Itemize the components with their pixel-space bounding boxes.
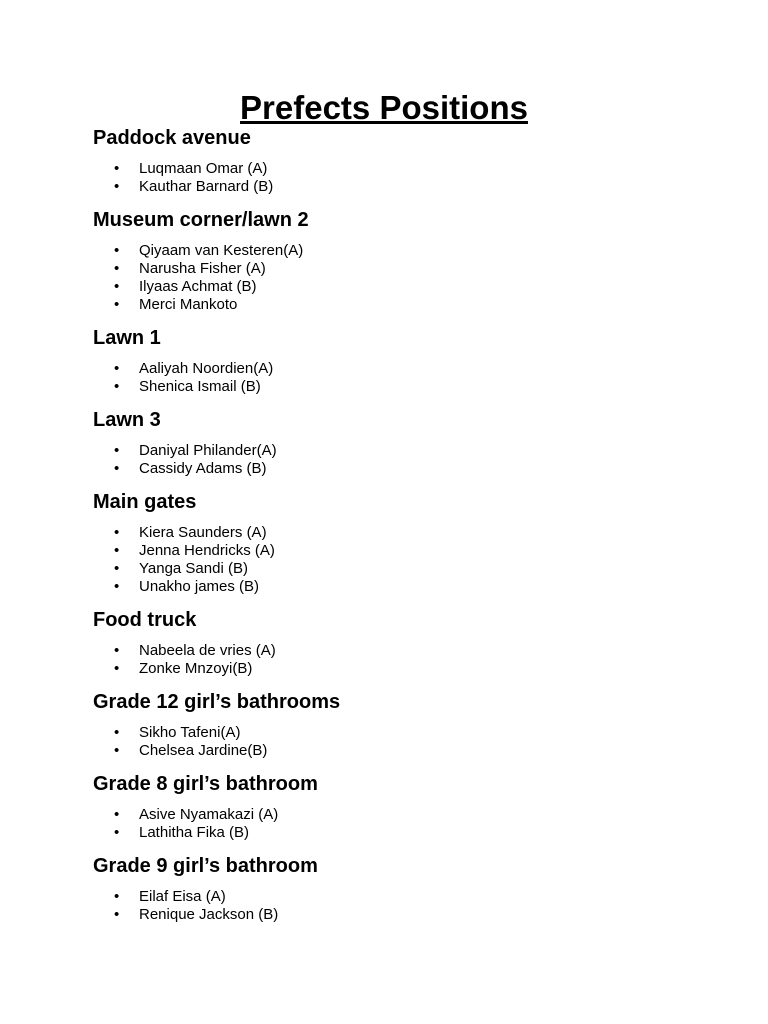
bullet-icon: •	[114, 524, 120, 541]
section	[93, 770, 713, 852]
prefect-name: Cassidy Adams (B)	[139, 460, 267, 477]
section-heading: Main gates	[93, 491, 197, 513]
section-heading: Grade 12 girl’s bathrooms	[93, 691, 341, 713]
section	[93, 206, 713, 324]
prefect-list	[93, 516, 713, 606]
prefect-name: Kiera Saunders (A)	[139, 524, 267, 541]
section-heading: Food truck	[93, 609, 197, 631]
bullet-icon: •	[114, 906, 120, 923]
bullet-icon: •	[114, 806, 120, 823]
list-item	[93, 524, 713, 542]
prefect-list	[93, 234, 713, 324]
bullet-icon: •	[114, 742, 120, 759]
section	[93, 852, 713, 934]
bullet-icon: •	[114, 578, 120, 595]
prefect-name: Eilaf Eisa (A)	[139, 888, 226, 905]
bullet-icon: •	[114, 296, 120, 313]
prefect-name: Asive Nyamakazi (A)	[139, 806, 279, 823]
page-title: Prefects Positions	[240, 89, 528, 126]
prefect-name: Merci Mankoto	[139, 296, 238, 313]
bullet-icon: •	[114, 160, 120, 177]
list-item	[93, 742, 713, 760]
bullet-icon: •	[114, 560, 120, 577]
prefect-name: Ilyaas Achmat (B)	[139, 278, 257, 295]
section	[93, 606, 713, 688]
section	[93, 688, 713, 770]
bullet-icon: •	[114, 442, 120, 459]
list-item	[93, 724, 713, 742]
prefect-name: Lathitha Fika (B)	[139, 824, 250, 841]
prefect-name: Qiyaam van Kesteren(A)	[139, 242, 304, 259]
bullet-icon: •	[114, 278, 120, 295]
list-item	[93, 378, 713, 396]
prefect-name: Daniyal Philander(A)	[139, 442, 277, 459]
prefect-name: Nabeela de vries (A)	[139, 642, 276, 659]
bullet-icon: •	[114, 260, 120, 277]
prefect-name: Luqmaan Omar (A)	[139, 160, 268, 177]
list-item	[93, 542, 713, 560]
list-item	[93, 278, 713, 296]
prefect-list	[93, 352, 713, 406]
bullet-icon: •	[114, 642, 120, 659]
prefect-name: Jenna Hendricks (A)	[139, 542, 275, 559]
prefect-name: Chelsea Jardine(B)	[139, 742, 268, 759]
prefect-list	[93, 634, 713, 688]
list-item	[93, 460, 713, 478]
sections-container	[93, 124, 713, 934]
list-item	[93, 906, 713, 924]
prefect-list	[93, 434, 713, 488]
prefect-name: Narusha Fisher (A)	[139, 260, 266, 277]
bullet-icon: •	[114, 542, 120, 559]
list-item	[93, 806, 713, 824]
list-item	[93, 242, 713, 260]
bullet-icon: •	[114, 360, 120, 377]
section-heading: Museum corner/lawn 2	[93, 209, 309, 231]
section	[93, 406, 713, 488]
section-heading: Grade 9 girl’s bathroom	[93, 855, 318, 877]
section-heading: Lawn 3	[93, 409, 161, 431]
list-item	[93, 360, 713, 378]
section-heading: Paddock avenue	[93, 127, 251, 149]
prefect-list	[93, 152, 713, 206]
bullet-icon: •	[114, 460, 120, 477]
prefect-name: Sikho Tafeni(A)	[139, 724, 241, 741]
list-item	[93, 660, 713, 678]
prefect-list	[93, 716, 713, 770]
bullet-icon: •	[114, 242, 120, 259]
list-item	[93, 442, 713, 460]
prefect-name: Yanga Sandi (B)	[139, 560, 248, 577]
prefect-name: Unakho james (B)	[139, 578, 260, 595]
list-item	[93, 824, 713, 842]
section	[93, 488, 713, 606]
bullet-icon: •	[114, 824, 120, 841]
section-heading: Lawn 1	[93, 327, 161, 349]
section-heading: Grade 8 girl’s bathroom	[93, 773, 318, 795]
list-item	[93, 160, 713, 178]
prefect-list	[93, 798, 713, 852]
list-item	[93, 296, 713, 314]
prefect-name: Zonke Mnzoyi(B)	[139, 660, 253, 677]
list-item	[93, 642, 713, 660]
prefect-name: Kauthar Barnard (B)	[139, 178, 274, 195]
bullet-icon: •	[114, 660, 120, 677]
prefect-name: Renique Jackson (B)	[139, 906, 279, 923]
bullet-icon: •	[114, 378, 120, 395]
section	[93, 324, 713, 406]
bullet-icon: •	[114, 178, 120, 195]
prefect-name: Shenica Ismail (B)	[139, 378, 261, 395]
list-item	[93, 560, 713, 578]
bullet-icon: •	[114, 888, 120, 905]
list-item	[93, 578, 713, 596]
prefect-list	[93, 880, 713, 934]
prefect-name: Aaliyah Noordien(A)	[139, 360, 274, 377]
bullet-icon: •	[114, 724, 120, 741]
section	[93, 124, 713, 206]
list-item	[93, 178, 713, 196]
list-item	[93, 888, 713, 906]
list-item	[93, 260, 713, 278]
